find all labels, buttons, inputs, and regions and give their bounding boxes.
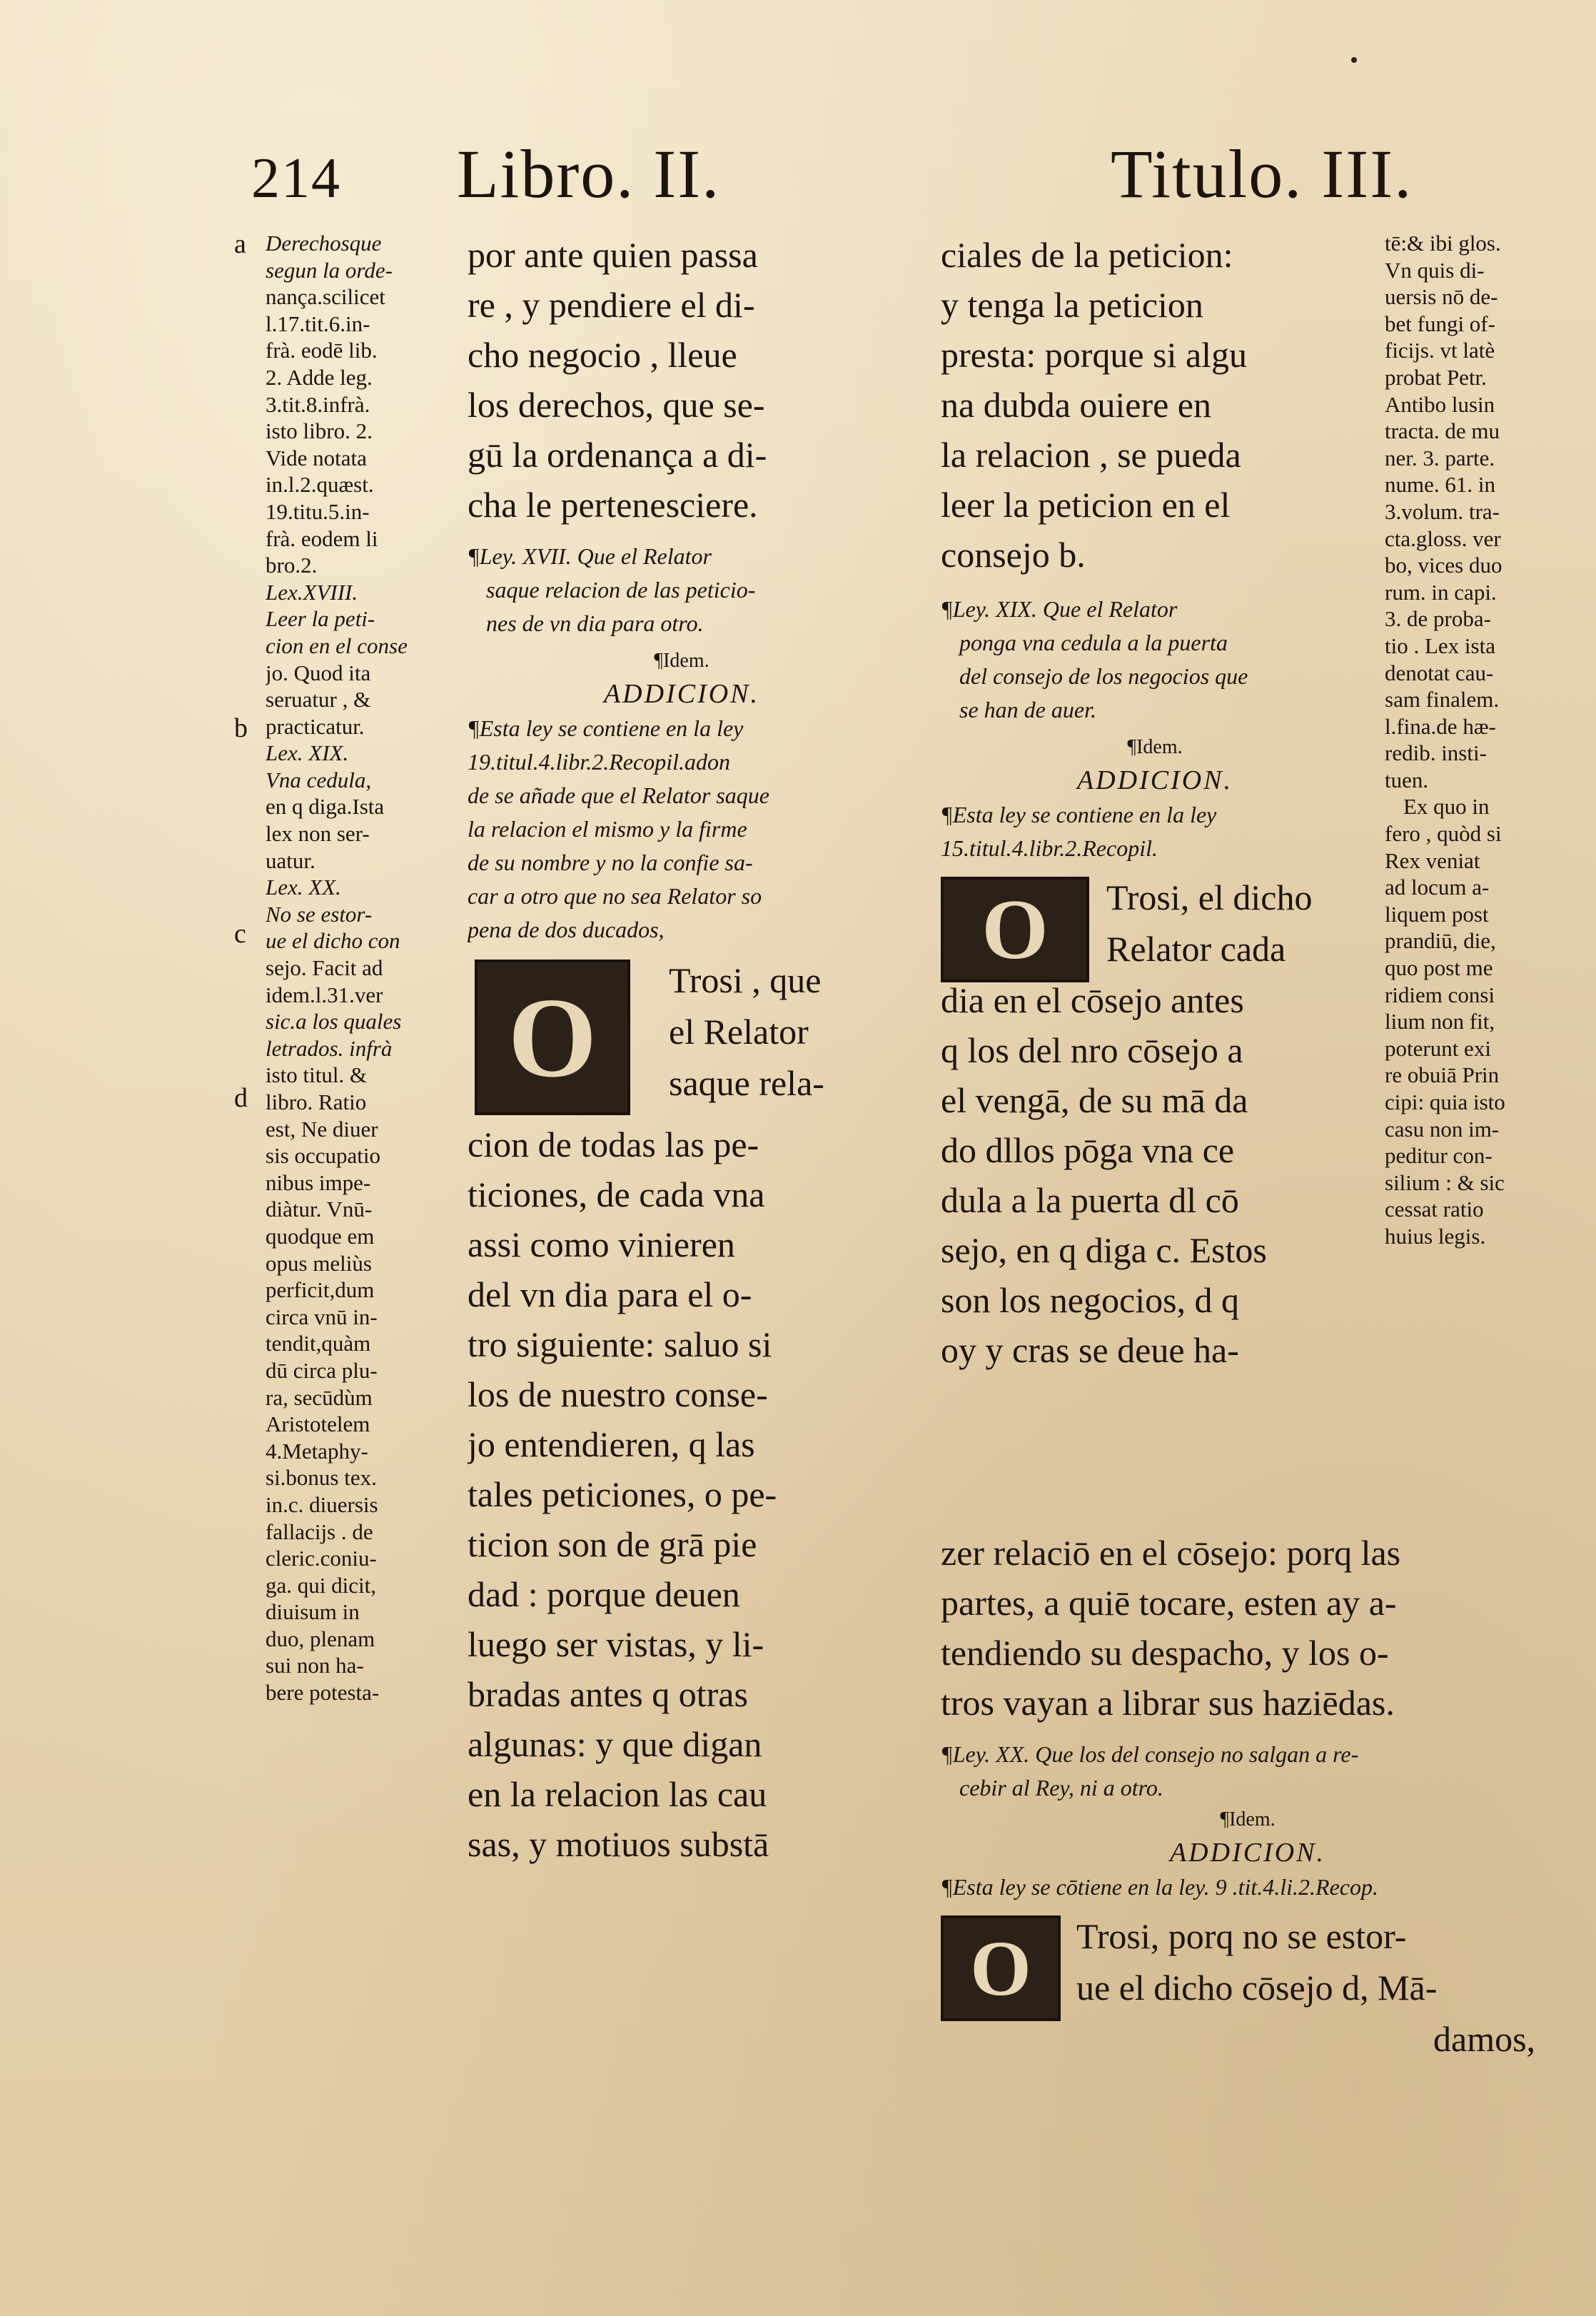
text-line: sas, y motiuos substā	[468, 1824, 769, 1864]
margin-line: re obuiā Prin	[1385, 1062, 1500, 1088]
margin-line: frà. eodem li	[266, 525, 378, 551]
margin-line: ra, secūdùm	[266, 1384, 373, 1410]
addicion-label: ADDICION.	[1169, 1838, 1326, 1868]
margin-line: prandiū, die,	[1385, 928, 1496, 954]
addicion-text: de se añade que el Relator saque	[468, 782, 769, 808]
text-line: dad : porque deuen	[468, 1574, 740, 1614]
margin-line: jo. Quod ita	[266, 660, 371, 685]
ley-heading: cebir al Rey, ni a otro.	[959, 1775, 1163, 1801]
margin-line: idem.l.31.ver	[266, 982, 383, 1007]
decorated-initial: O	[475, 960, 630, 1115]
margin-line: redib. insti-	[1385, 740, 1487, 766]
margin-line: cleric.coniu-	[266, 1546, 377, 1571]
margin-line: probat Petr.	[1385, 364, 1487, 390]
margin-line: bere potesta-	[266, 1680, 380, 1706]
margin-line: sis occupatio	[266, 1143, 380, 1169]
margin-line: opus meliùs	[266, 1250, 372, 1276]
idem-label: ¶Idem.	[654, 650, 709, 672]
decorated-initial: O	[941, 1915, 1061, 2021]
text-line: ticion son de grā pie	[468, 1524, 757, 1564]
addicion-text: ¶Esta ley se cōtiene en la ley. 9 .tit.4.li.2.Recop.	[941, 1874, 1378, 1900]
margin-line: seruatur , &	[266, 687, 371, 713]
margin-line: in.c. diuersis	[266, 1491, 378, 1517]
margin-line: bro.2.	[266, 553, 318, 578]
decorated-initial: O	[941, 877, 1089, 982]
addicion-text: pena de dos ducados,	[468, 917, 665, 942]
text-line: tales peticiones, o pe-	[468, 1474, 777, 1514]
text-line: oy y cras se deue ha-	[941, 1330, 1239, 1370]
left-margin-notes	[266, 230, 444, 2115]
printer-mark	[1351, 57, 1357, 63]
column-1	[468, 230, 896, 2086]
margin-line: 4.Metaphy-	[266, 1438, 368, 1464]
margin-line: Rex veniat	[1385, 847, 1480, 873]
margin-line: tio . Lex ista	[1385, 633, 1495, 658]
margin-line: casu non im-	[1385, 1116, 1500, 1142]
margin-line: uatur.	[266, 847, 315, 873]
ley-heading: ¶Ley. XIX. Que el Relator	[941, 596, 1178, 622]
text-line: leer la peticion en el	[941, 485, 1231, 525]
margin-line: cion en el conse	[266, 633, 408, 658]
ley-heading: ¶Ley. XVII. Que el Relator	[468, 543, 712, 569]
right-margin-notes	[1385, 230, 1556, 1515]
margin-line: l.17.tit.6.in-	[266, 311, 370, 336]
text-line: son los negocios, d q	[941, 1280, 1240, 1320]
idem-label: ¶Idem.	[1220, 1808, 1276, 1831]
margin-line: sui non ha-	[266, 1653, 364, 1678]
text-line: ticiones, de cada vna	[468, 1174, 765, 1214]
margin-line: ad locum a-	[1385, 875, 1490, 900]
text-line: dia en el cōsejo antes	[941, 980, 1244, 1020]
margin-line: diàtur. Vnū-	[266, 1197, 373, 1222]
margin-line: rum. in capi.	[1385, 579, 1497, 605]
text-line: del vn dia para el o-	[468, 1274, 752, 1314]
text-line: ciales de la peticion:	[941, 235, 1233, 275]
margin-line: quodque em	[266, 1223, 375, 1249]
text-line: na dubda ouiere en	[941, 385, 1212, 425]
margin-line: poterunt exi	[1385, 1035, 1491, 1061]
margin-line: cessat ratio	[1385, 1197, 1484, 1222]
margin-line: tracta. de mu	[1385, 418, 1500, 444]
margin-letter-c: c	[234, 919, 246, 949]
margin-line: perficit,dum	[266, 1277, 375, 1303]
margin-line: Aristotelem	[266, 1411, 370, 1437]
text-line: Trosi , que	[669, 960, 822, 1000]
margin-line: Vide notata	[266, 445, 367, 470]
text-line: ue el dicho cōsejo d, Mā-	[1076, 1968, 1438, 2008]
text-line: tros vayan a librar sus haziēdas.	[941, 1683, 1395, 1723]
margin-line: ridiem consi	[1385, 982, 1495, 1007]
margin-line: Vn quis di-	[1385, 257, 1485, 283]
margin-line: tendit,quàm	[266, 1331, 371, 1356]
text-line: jo entendieren, q las	[468, 1424, 755, 1464]
text-line: los derechos, que se-	[468, 385, 765, 425]
margin-line: sejo. Facit ad	[266, 955, 383, 981]
addicion-text: ¶Esta ley se contiene en la ley	[468, 715, 744, 741]
text-line: sejo, en q diga c. Estos	[941, 1230, 1267, 1270]
text-line: presta: porque si algu	[941, 335, 1248, 375]
text-line: assi como vinieren	[468, 1224, 735, 1264]
text-line: luego ser vistas, y li-	[468, 1624, 764, 1664]
text-line: cha le pertenesciere.	[468, 485, 758, 525]
margin-line: bet fungi of-	[1385, 311, 1495, 336]
margin-line: No se estor-	[266, 901, 373, 927]
text-line: el Relator	[669, 1012, 809, 1052]
column-2-lower	[941, 1528, 1555, 2128]
addicion-text: de su nombre y no la confie sa-	[468, 850, 753, 875]
addicion-text: ¶Esta ley se contiene en la ley	[941, 802, 1217, 827]
margin-line: tē:& ibi glos.	[1385, 231, 1501, 256]
text-line: Trosi, el dicho	[1106, 877, 1313, 917]
margin-line: ner. 3. parte.	[1385, 445, 1495, 470]
margin-line: 3. de proba-	[1385, 606, 1491, 632]
addicion-text: car a otro que no sea Relator so	[468, 883, 762, 909]
text-line: gū la ordenança a di-	[468, 435, 767, 475]
margin-line: ga. qui dicit,	[266, 1572, 376, 1598]
text-line: por ante quien passa	[468, 235, 758, 275]
margin-line: sam finalem.	[1385, 687, 1500, 713]
addicion-text: 19.titul.4.libr.2.Recopil.adon	[468, 749, 730, 775]
text-line: Trosi, porq no se estor-	[1076, 1916, 1407, 1956]
margin-line: Derechosque	[266, 231, 382, 256]
ley-heading: se han de auer.	[959, 697, 1096, 723]
text-line: do dllos pōga vna ce	[941, 1130, 1235, 1170]
addicion-label: ADDICION.	[1076, 765, 1233, 795]
margin-line: circa vnū in-	[266, 1304, 378, 1329]
text-line: bradas antes q otras	[468, 1674, 748, 1714]
ley-heading: del consejo de los negocios que	[959, 663, 1248, 689]
margin-line: frà. eodē lib.	[266, 338, 378, 363]
margin-line: lium non fit,	[1385, 1009, 1495, 1034]
text-line: los de nuestro conse-	[468, 1374, 768, 1414]
margin-line: 3.tit.8.infrà.	[266, 391, 370, 417]
margin-line: nança.scilicet	[266, 284, 385, 310]
margin-line: 2. Adde leg.	[266, 364, 373, 390]
addicion-text: la relacion el mismo y la firme	[468, 816, 747, 842]
margin-line: fallacijs . de	[266, 1519, 373, 1544]
text-line: q los del nro cōsejo a	[941, 1030, 1243, 1070]
text-line: dula a la puerta dl cō	[941, 1180, 1239, 1220]
addicion-label: ADDICION.	[603, 679, 760, 709]
margin-line: Vna cedula,	[266, 767, 372, 792]
margin-line: isto libro. 2.	[266, 418, 373, 444]
ley-heading: saque relacion de las peticio-	[486, 577, 756, 603]
margin-line: duo, plenam	[266, 1626, 375, 1651]
text-line: el vengā, de su mā da	[941, 1080, 1248, 1120]
margin-line: lex non ser-	[266, 821, 370, 847]
text-line: saque rela-	[669, 1063, 824, 1103]
margin-line: letrados. infrà	[266, 1035, 393, 1061]
text-line: consejo b.	[941, 535, 1086, 575]
text-line: tro siguiente: saluo si	[468, 1324, 772, 1364]
text-line: damos,	[1433, 2019, 1536, 2059]
margin-line: segun la orde-	[266, 257, 393, 283]
text-line: y tenga la peticion	[941, 285, 1203, 325]
margin-letter-b: b	[234, 713, 248, 743]
text-line: zer relaciō en el cōsejo: porq las	[941, 1533, 1401, 1573]
margin-line: huius legis.	[1385, 1223, 1486, 1249]
margin-line: si.bonus tex.	[266, 1465, 377, 1491]
margin-line: ue el dicho con	[266, 928, 400, 954]
text-line: partes, a quiē tocare, esten ay a-	[941, 1583, 1397, 1623]
margin-line: Lex. XX.	[266, 875, 341, 900]
margin-line: ficijs. vt latè	[1385, 338, 1495, 363]
margin-line: Antibo lusin	[1385, 391, 1495, 417]
margin-line: practicatur.	[266, 713, 365, 739]
margin-line: Lex. XIX.	[266, 740, 349, 766]
margin-line: l.fina.de hæ-	[1385, 713, 1496, 739]
margin-line: peditur con-	[1385, 1143, 1493, 1169]
text-line: la relacion , se pueda	[941, 435, 1241, 475]
text-line: tendiendo su despacho, y los o-	[941, 1633, 1389, 1673]
margin-line: silium : & sic	[1385, 1169, 1505, 1195]
margin-line: bo, vices duo	[1385, 553, 1502, 578]
margin-line: denotat cau-	[1385, 660, 1494, 685]
margin-line: quo post me	[1385, 955, 1493, 981]
margin-line: in.l.2.quæst.	[266, 472, 374, 498]
margin-letter-d: d	[234, 1083, 248, 1113]
text-line: cho negocio , lleue	[468, 335, 737, 375]
margin-line: nibus impe-	[266, 1169, 371, 1195]
margin-line: tuen.	[1385, 767, 1429, 792]
text-line: cion de todas las pe-	[468, 1124, 759, 1164]
text-line: en la relacion las cau	[468, 1774, 767, 1814]
addicion-text: 15.titul.4.libr.2.Recopil.	[941, 835, 1158, 861]
ley-heading: ¶Ley. XX. Que los del consejo no salgan a re-	[941, 1741, 1359, 1767]
margin-line: cta.gloss. ver	[1385, 525, 1501, 551]
margin-line: nume. 61. in	[1385, 472, 1495, 498]
margin-line: cipi: quia isto	[1385, 1089, 1505, 1114]
idem-label: ¶Idem.	[1127, 736, 1183, 758]
title-heading: Titulo. III.	[1111, 136, 1413, 212]
column-2	[941, 230, 1369, 1565]
margin-line: fero , quòd si	[1385, 821, 1502, 847]
margin-line: diuisum in	[266, 1599, 360, 1625]
margin-line: Leer la peti-	[266, 606, 375, 632]
margin-line: Lex.XVIII.	[266, 579, 358, 605]
margin-line: est, Ne diuer	[266, 1116, 378, 1142]
text-line: algunas: y que digan	[468, 1724, 762, 1764]
margin-line: isto titul. &	[266, 1062, 368, 1088]
margin-letter-a: a	[234, 229, 246, 259]
margin-line: sic.a los quales	[266, 1009, 402, 1034]
margin-line: libro. Ratio	[266, 1089, 367, 1114]
ley-heading: ponga vna cedula a la puerta	[959, 630, 1228, 655]
margin-line: 3.volum. tra-	[1385, 498, 1500, 524]
page-number: 214	[251, 147, 341, 210]
margin-line: 19.titu.5.in-	[266, 498, 370, 524]
book-heading: Libro. II.	[457, 136, 721, 212]
margin-line: uersis nō de-	[1385, 284, 1498, 310]
margin-line: dū circa plu-	[266, 1357, 378, 1383]
margin-line: en q diga.Ista	[266, 794, 385, 820]
text-line: Relator cada	[1106, 929, 1286, 969]
ley-heading: nes de vn dia para otro.	[486, 610, 704, 636]
margin-line: liquem post	[1385, 901, 1489, 927]
text-line: re , y pendiere el di-	[468, 285, 755, 325]
margin-line: Ex quo in	[1403, 794, 1490, 820]
